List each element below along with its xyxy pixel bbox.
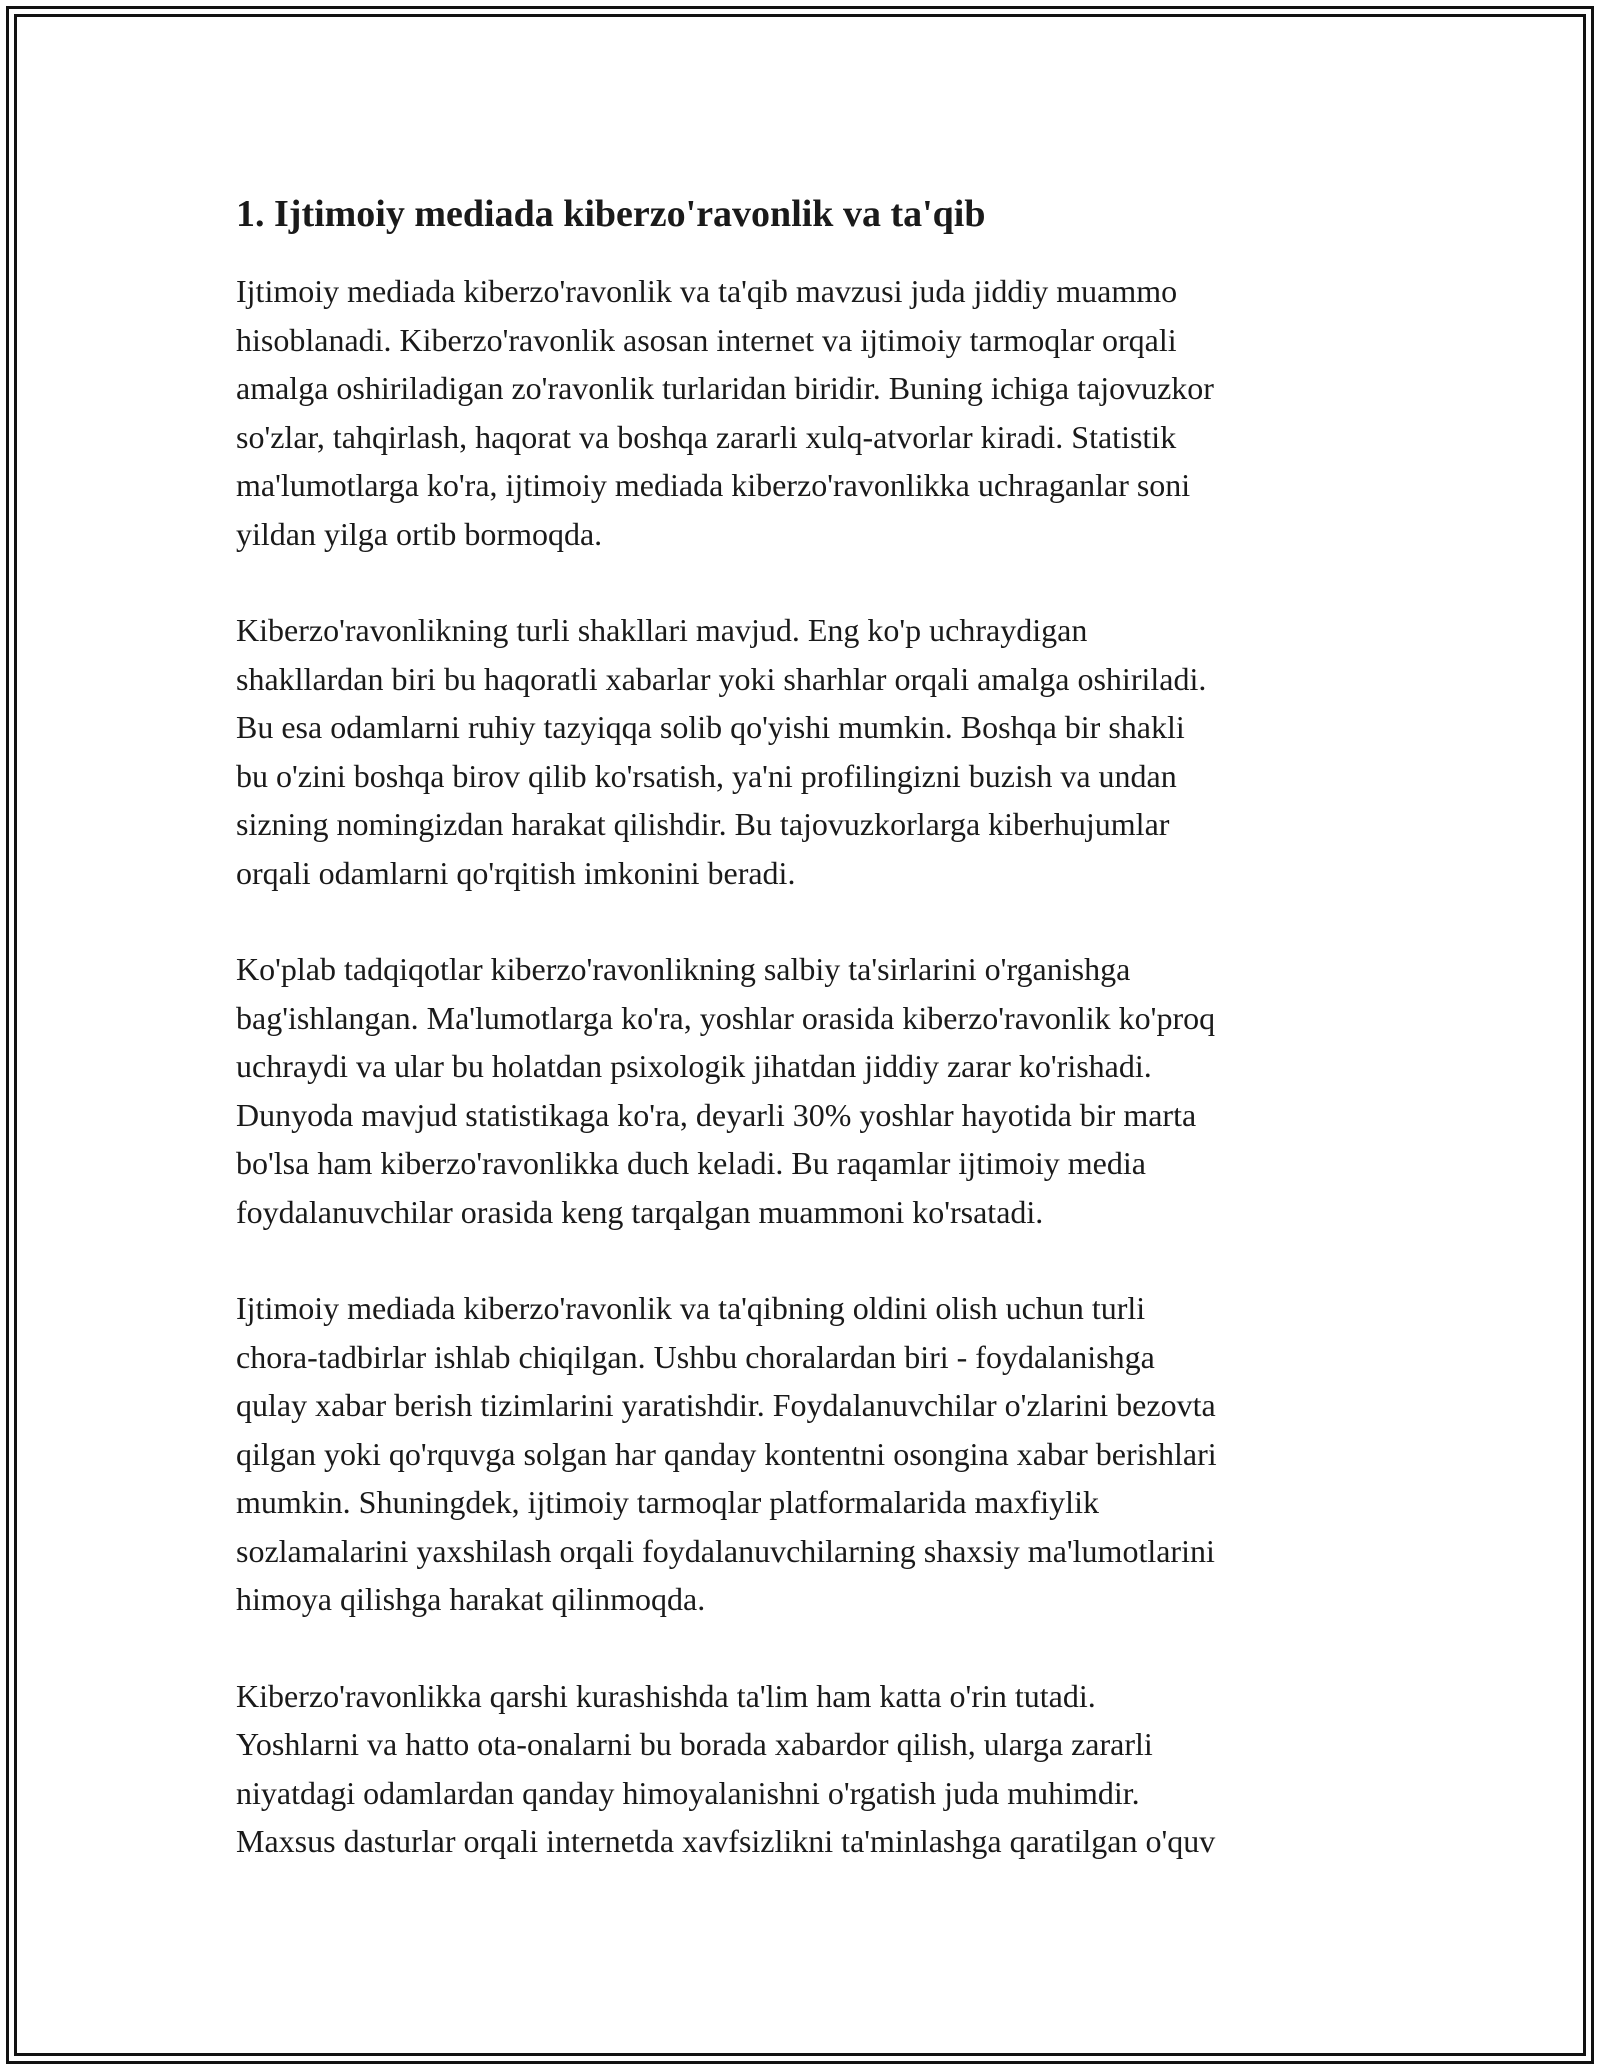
paragraph-2: Kiberzo'ravonlikning turli shakllari mavjud. Eng ko'p uchraydigan shakllardan biri bu haqoratli xabarlar yoki sharhlar orqali amalga oshiriladi. Bu esa odamlarni ruhiy tazyiqqa solib qo'yishi mumkin. Boshqa bir shakli bu o'zini boshqa birov qilib ko'rsatish, ya'ni profilingizni buzish va undan sizning nomingizdan harakat qilishdir. Bu tajovuzkorlarga kiberhujumlar orqali odamlarni qo'rqitish imkonini beradi. (236, 612, 1207, 891)
section-title: 1. Ijtimoiy mediada kiberzo'ravonlik va ta'qib (236, 193, 986, 235)
paragraph-5: Kiberzo'ravonlikka qarshi kurashishda ta'lim ham katta o'rin tutadi. Yoshlarni va hatto ota-onalarni bu borada xabardor qilish, ularga zararli niyatdagi odamlardan qanday himoyalanishni o'rgatish juda muhimdir. Maxsus dasturlar orqali internetda xavfsizlikni ta'minlashga qaratilgan o'quv (236, 1677, 1216, 1859)
paragraph-3: Ko'plab tadqiqotlar kiberzo'ravonlikning salbiy ta'sirlarini o'rganishga bag'ishlangan. Ma'lumotlarga ko'ra, yoshlar orasida kiberzo'ravonlik ko'proq uchraydi va ular bu holatdan psixologik jihatdan jiddiy zarar ko'rishadi. Dunyoda mavjud statistikaga ko'ra, deyarli 30% yoshlar hayotida bir marta bo'lsa ham kiberzo'ravonlikka duch keladi. Bu raqamlar ijtimoiy media foydalanuvchilar orasida keng tarqalgan muammoni ko'rsatadi. (236, 951, 1216, 1230)
paragraph-4: Ijtimoiy mediada kiberzo'ravonlik va ta'qibning oldini olish uchun turli chora-tadbirlar ishlab chiqilgan. Ushbu choralardan biri - foydalanishga qulay xabar berish tizimlarini yaratishdir. Foydalanuvchilar o'zlarini bezovta qilgan yoki qo'rquvga solgan har qanday kontentni osongina xabar berishlari mumkin. Shuningdek, ijtimoiy tarmoqlar platformalarida maxfiylik sozlamalarini yaxshilash orqali foydalanuvchilarning shaxsiy ma'lumotlarini himoya qilishga harakat qilinmoqda. (236, 1290, 1217, 1617)
document-page (236, 185, 1364, 1914)
paragraph-1: Ijtimoiy mediada kiberzo'ravonlik va ta'qib mavzusi juda jiddiy muammo hisoblanadi. Kiberzo'ravonlik asosan internet va ijtimoiy tarmoqlar orqali amalga oshiriladigan zo'ravonlik turlaridan biridir. Buning ichiga tajovuzkor so'zlar, tahqirlash, haqorat va boshqa zararli xulq-atvorlar kiradi. Statistik ma'lumotlarga ko'ra, ijtimoiy mediada kiberzo'ravonlikka uchraganlar soni yildan yilga ortib bormoqda. (236, 273, 1214, 552)
